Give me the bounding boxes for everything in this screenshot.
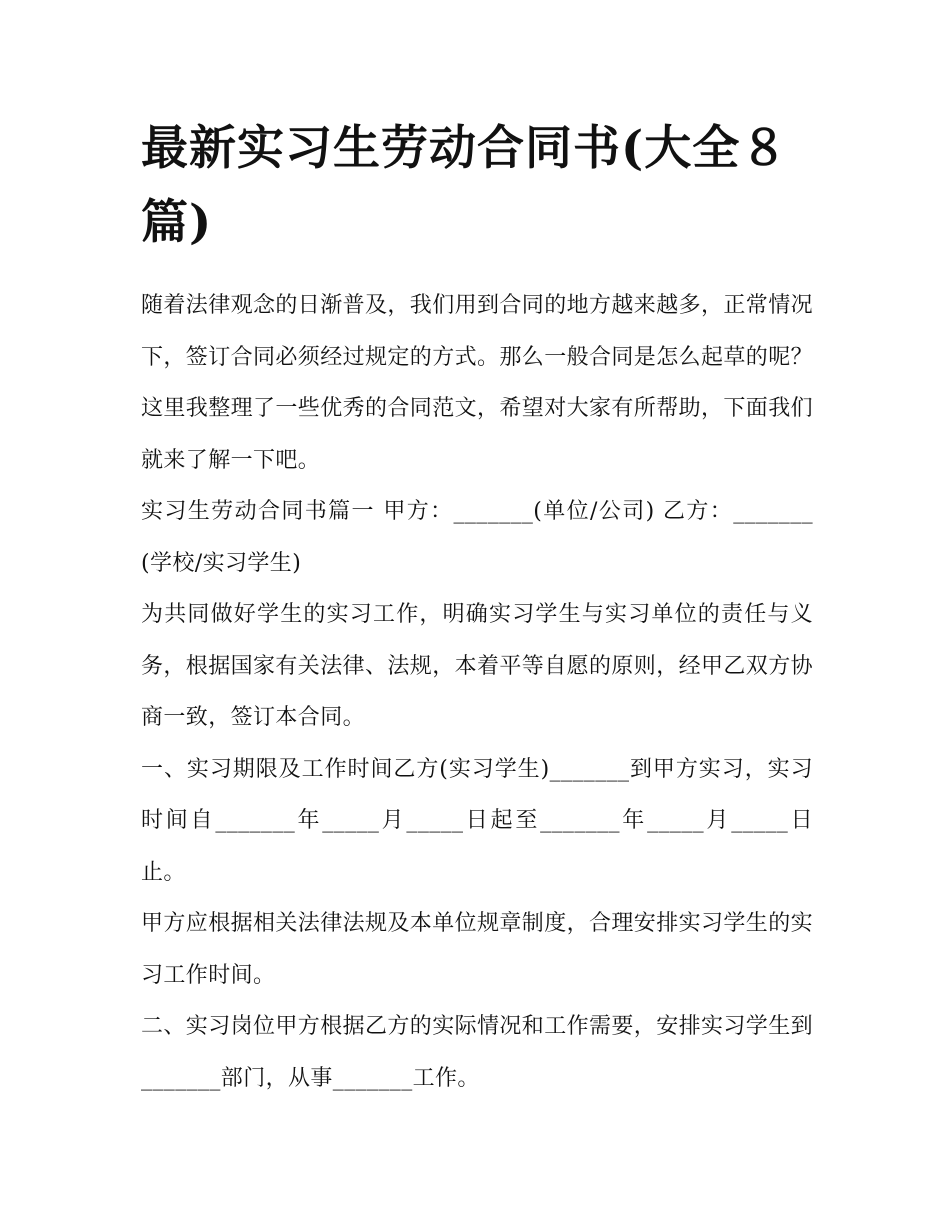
document-title: 最新实习生劳动合同书(大全８篇)	[141, 121, 789, 250]
internship-position-paragraph: 二、实习岗位甲方根据乙方的实际情况和工作需要，安排实习学生到_______部门，从事_______工作。	[141, 1014, 814, 1091]
document-page	[141, 112, 813, 1104]
working-time-paragraph: 甲方应根据相关法律法规及本单位规章制度，合理安排实习学生的实习工作时间。	[141, 911, 814, 988]
internship-period-paragraph: 一、实习期限及工作时间乙方(实习学生)_______到甲方实习，实习时间自_______年_____月_____日起至_______年_____月_____日止。	[141, 756, 813, 885]
intro-paragraph: 随着法律观念的日渐普及，我们用到合同的地方越来越多，正常情况下，签订合同必须经过规定的方式。那么一般合同是怎么起草的呢？这里我整理了一些优秀的合同范文，希望对大家有所帮助，下面我们就来了解一下吧。	[141, 293, 814, 473]
purpose-paragraph: 为共同做好学生的实习工作，明确实习学生与实习单位的责任与义务，根据国家有关法律、法规，本着平等自愿的原则，经甲乙双方协商一致，签订本合同。	[141, 602, 814, 730]
contract-parties-paragraph: 实习生劳动合同书篇一 甲方：_______(单位/公司) 乙方：_______(学校/实习学生)	[141, 499, 813, 576]
